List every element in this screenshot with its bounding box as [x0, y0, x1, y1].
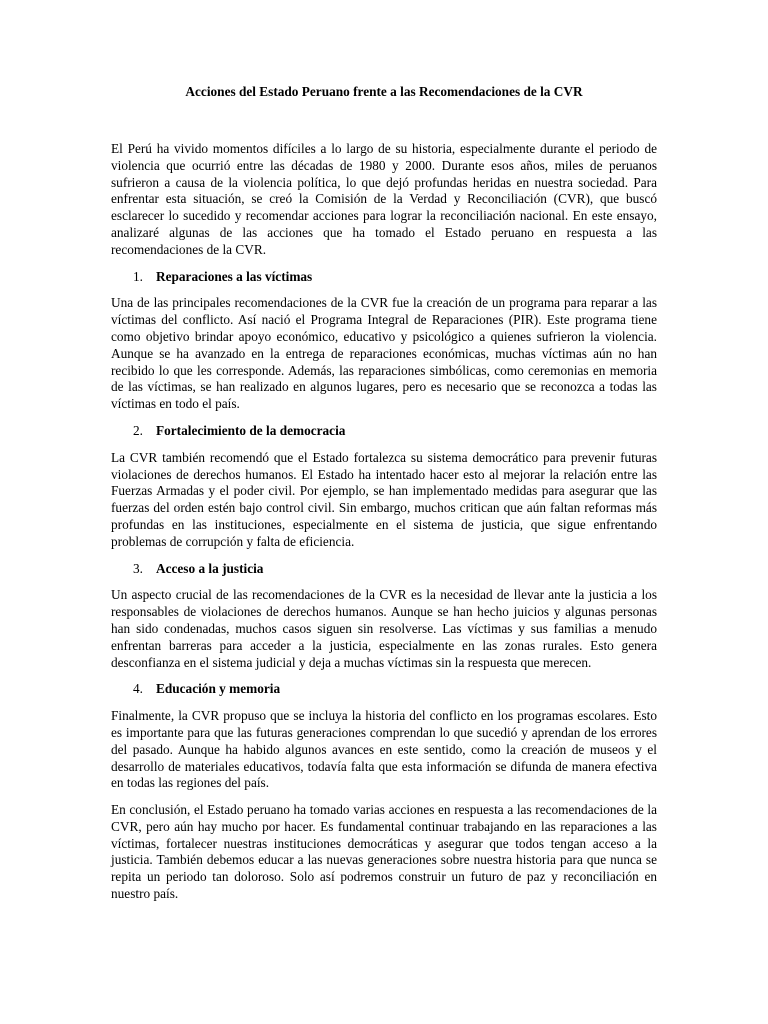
section-heading — [111, 269, 657, 286]
section-title: Acceso a la justicia — [156, 560, 264, 576]
conclusion-paragraph: En conclusión, el Estado peruano ha tomado varias acciones en respuesta a las recomendaciones de la CVR, pero aún hay mucho por hacer. Es fundamental continuar trabajando en las reparaciones a las víctimas, fortalecer nuestras instituciones democráticas y asegurar que todos tengan acceso a la justicia. También debemos educar a las nuevas generaciones sobre nuestra historia para que nunca se repita un periodo tan doloroso. Solo así podremos construir un futuro de paz y reconciliación en nuestro país. — [111, 802, 657, 902]
section-2 — [111, 423, 657, 551]
section-number: 2. — [133, 422, 143, 438]
section-body: La CVR también recomendó que el Estado fortalezca su sistema democrático para prevenir futuras violaciones de derechos humanos. El Estado ha intentado hacer esto al mejorar la relación entre las Fuerzas Armadas y el poder civil. Por ejemplo, se han implementado medidas para asegurar que las fuerzas del orden estén bajo control civil. Sin embargo, muchos critican que aún faltan reformas más profundas en las instituciones, especialmente en el sistema de justicia, que sigue enfrentando problemas de corrupción y falta de eficiencia. — [111, 449, 657, 549]
section-3 — [111, 561, 657, 672]
section-body: Finalmente, la CVR propuso que se incluya la historia del conflicto en los programas escolares. Esto es importante para que las futuras generaciones comprendan lo que sucedió y aprendan de los errores del pasado. Aunque ha habido algunos avances en este sentido, como la creación de museos y el desarrollo de materiales educativos, todavía falta que esta información se difunda de manera efectiva en todas las regiones del país. — [111, 708, 657, 791]
document-title: Acciones del Estado Peruano frente a las Recomendaciones de la CVR — [185, 84, 583, 99]
section-4 — [111, 681, 657, 792]
section-1 — [111, 269, 657, 413]
section-number: 1. — [133, 268, 143, 284]
section-heading — [111, 561, 657, 578]
section-title: Educación y memoria — [156, 681, 281, 697]
section-title: Fortalecimiento de la democracia — [156, 422, 346, 438]
section-title: Reparaciones a las víctimas — [156, 268, 313, 284]
section-number: 4. — [133, 681, 143, 697]
section-body: Una de las principales recomendaciones de la CVR fue la creación de un programa para reparar a las víctimas del conflicto. Así nació el Programa Integral de Reparaciones (PIR). Este programa tiene como objetivo brindar apoyo económico, educativo y psicológico a quienes sufrieron la violencia. Aunque se ha avanzado en la entrega de reparaciones económicas, muchas víctimas aún no han recibido lo que les corresponde. Además, las reparaciones simbólicas, como ceremonias en memoria de las víctimas, se han realizado en algunos lugares, pero es necesario que se reconozca a todas las víctimas en todo el país. — [111, 295, 657, 412]
intro-paragraph: El Perú ha vivido momentos difíciles a lo largo de su historia, especialmente durante el periodo de violencia que ocurrió entre las décadas de 1980 y 2000. Durante esos años, miles de peruanos sufrieron a causa de la violencia política, lo que dejó profundas heridas en nuestra sociedad. Para enfrentar esta situación, se creó la Comisión de la Verdad y Reconciliación (CVR), que buscó esclarecer lo sucedido y recomendar acciones para lograr la reconciliación nacional. En este ensayo, analizaré algunas de las acciones que ha tomado el Estado peruano en respuesta a las recomendaciones de la CVR. — [111, 141, 657, 257]
section-heading — [111, 423, 657, 440]
section-body: Un aspecto crucial de las recomendaciones de la CVR es la necesidad de llevar ante la justicia a los responsables de violaciones de derechos humanos. Aunque se han hecho juicios y algunas personas han sido condenadas, muchos casos siguen sin resolverse. Las víctimas y sus familias a menudo enfrentan barreras para acceder a la justicia, especialmente en las zonas rurales. Esto genera desconfianza en el sistema judicial y deja a muchas víctimas sin la respuesta que merecen. — [111, 587, 657, 670]
section-number: 3. — [133, 560, 143, 576]
section-heading — [111, 681, 657, 698]
